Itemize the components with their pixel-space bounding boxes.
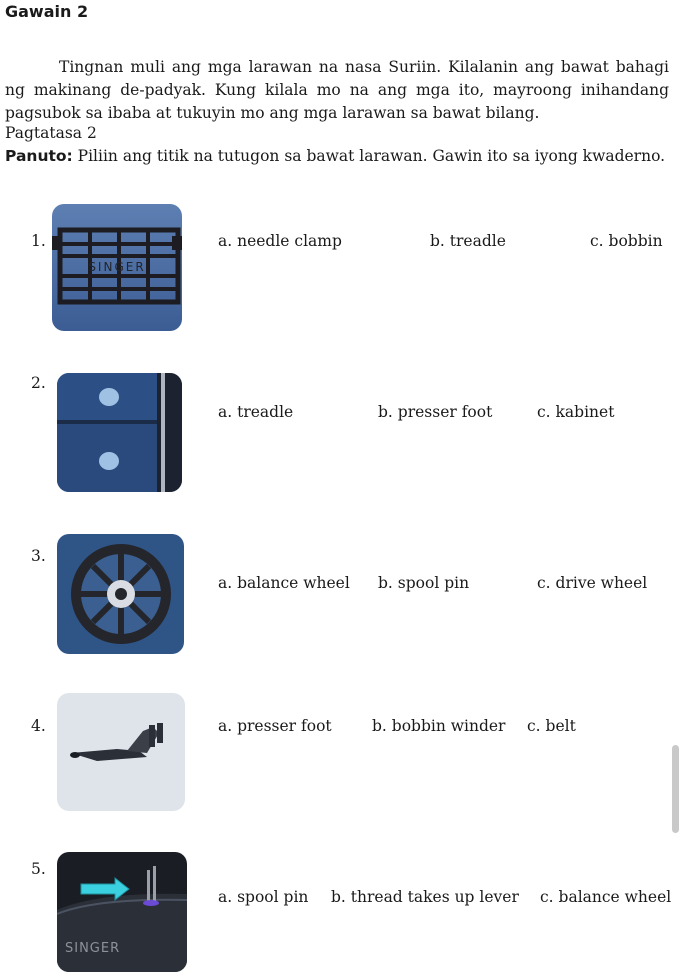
choice-b: b. presser foot [378, 403, 493, 421]
presser-foot-image [57, 693, 185, 811]
balance-wheel-image [57, 534, 184, 654]
item-number: 4. [31, 717, 46, 735]
page-title: Gawain 2 [5, 2, 89, 21]
item-number: 2. [31, 374, 46, 392]
item-number: 3. [31, 547, 46, 565]
choice-b: b. bobbin winder [372, 717, 506, 735]
treadle-image [52, 204, 182, 331]
choice-c: c. balance wheel [540, 888, 672, 906]
choice-a: a. spool pin [218, 888, 309, 906]
choice-c: c. kabinet [537, 403, 615, 421]
singer-logo-text: SINGER [88, 260, 146, 274]
choice-b: b. thread takes up lever [331, 888, 519, 906]
scrollbar-thumb[interactable] [672, 745, 679, 833]
spool-pin-image [57, 852, 187, 972]
item-number: 5. [31, 860, 46, 878]
choice-a: a. treadle [218, 403, 294, 421]
instruction-text: Piliin ang titik na tutugon sa bawat larawan. Gawin ito sa iyong kwaderno. [72, 147, 666, 165]
assessment-title: Pagtatasa 2 [5, 124, 97, 142]
instruction-label: Panuto: [5, 147, 73, 165]
intro-paragraph: Tingnan muli ang mga larawan na nasa Suriin. Kilalanin ang bawat bahagi ng makinang de-padyak. Kung kilala mo na ang mga ito, mayroong inihandang pagsubok sa ibaba at tukuyin mo ang mga larawan sa bawat bilang. [5, 58, 669, 122]
instruction [5, 147, 665, 165]
choice-a: a. presser foot [218, 717, 332, 735]
choice-a: a. needle clamp [218, 232, 342, 250]
choice-b: b. treadle [430, 232, 506, 250]
choice-b: b. spool pin [378, 574, 470, 592]
choice-c: c. drive wheel [537, 574, 648, 592]
item-number: 1. [31, 232, 46, 250]
choice-c: c. bobbin [590, 232, 663, 250]
cabinet-image [57, 373, 182, 492]
choice-a: a. balance wheel [218, 574, 350, 592]
singer-logo-text: SINGER [65, 941, 121, 956]
choice-c: c. belt [527, 717, 576, 735]
